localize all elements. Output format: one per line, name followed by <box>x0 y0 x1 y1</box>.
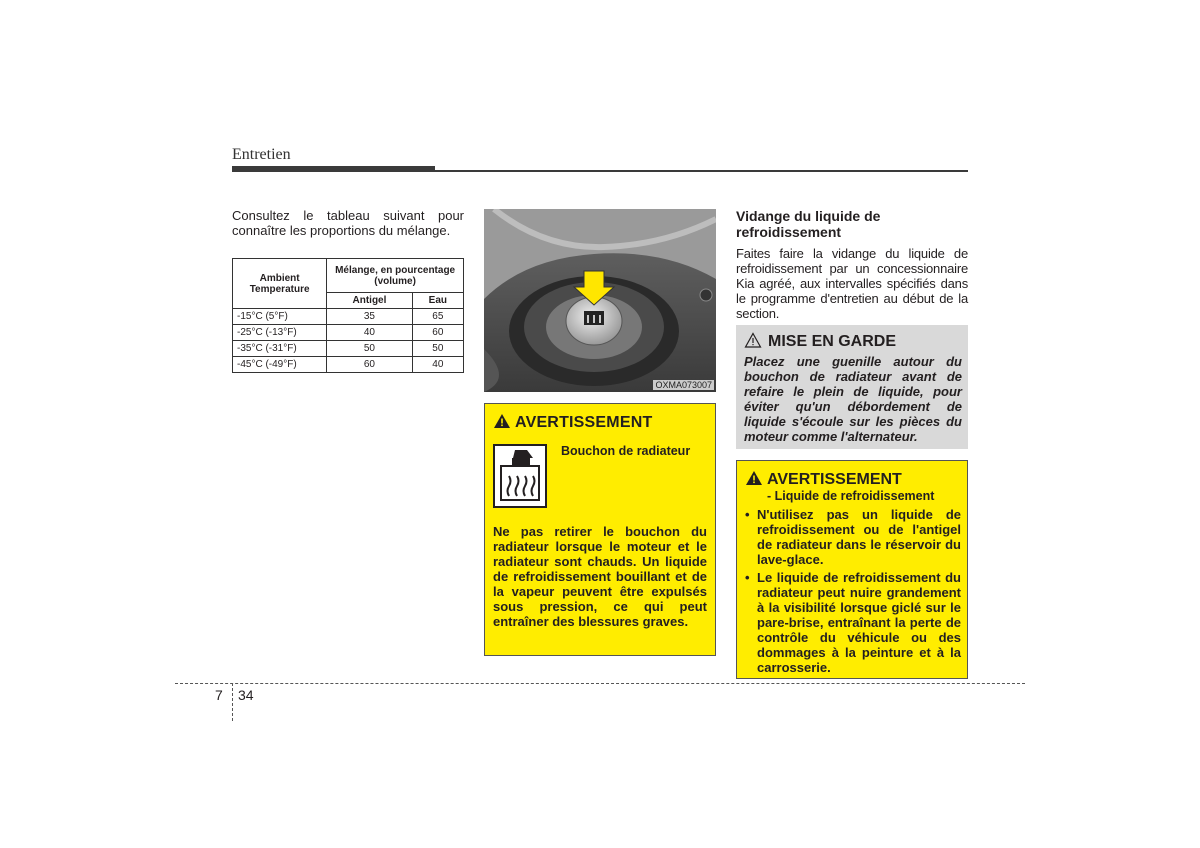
footer-rule <box>175 683 1025 684</box>
footer-divider <box>232 683 233 721</box>
table-row <box>233 309 464 325</box>
hot-radiator-icon <box>493 444 547 508</box>
drain-body: Faites faire la vidange du liquide de refroidissement par un concessionnaire Kia agréé, aux intervalles spécifiés dans le programme d'entretien au début de la section. <box>736 246 968 321</box>
temp-cell: -35°C (-31°F) <box>233 341 327 357</box>
warning-triangle-icon <box>493 413 511 429</box>
antigel-cell: 35 <box>327 309 412 325</box>
list-item: • N'utilisez pas un liquide de refroidissement ou de l'antigel de radiateur dans le réservoir du lave-glace. <box>743 507 961 567</box>
temp-cell: -45°C (-49°F) <box>233 357 327 373</box>
warning-list <box>743 507 961 678</box>
header-rule <box>435 170 968 172</box>
col-eau-header: Eau <box>412 293 463 309</box>
warning-subtitle: Bouchon de radiateur <box>561 444 691 458</box>
caution-box <box>736 325 968 449</box>
radiator-cap-illustration <box>484 209 716 392</box>
antigel-cell: 60 <box>327 357 412 373</box>
col-antigel-header: Antigel <box>327 293 412 309</box>
eau-cell: 40 <box>412 357 463 373</box>
eau-cell: 60 <box>412 325 463 341</box>
section-title: Entretien <box>232 146 291 163</box>
radiator-cap-photo <box>484 209 716 392</box>
eau-cell: 50 <box>412 341 463 357</box>
table-row <box>233 341 464 357</box>
warning-title-text: AVERTISSEMENT <box>515 414 653 431</box>
warning-title-text: AVERTISSEMENT <box>767 471 902 488</box>
chapter-number: 7 <box>215 687 223 703</box>
table-row <box>233 357 464 373</box>
list-item: • Le liquide de refroidissement du radiateur peut nuire grandement à la visibilité lorsque giclé sur le pare-brise, entraînant la perte de contrôle du véhicule ou des dommages à la peinture et à la carrosserie. <box>743 570 961 675</box>
intro-paragraph: Consultez le tableau suivant pour connaître les proportions du mélange. <box>232 208 464 238</box>
caution-title <box>744 332 896 351</box>
temp-cell: -15°C (5°F) <box>233 309 327 325</box>
caution-triangle-icon <box>744 332 762 348</box>
table-row <box>233 325 464 341</box>
warning-title <box>493 413 652 432</box>
header-bar <box>232 166 435 172</box>
drain-title: Vidange du liquide de refroidissement <box>736 208 881 240</box>
warning-subtitle: - Liquide de refroidissement <box>767 489 935 503</box>
warning-title <box>745 470 902 489</box>
antigel-cell: 40 <box>327 325 412 341</box>
caution-body: Placez une guenille autour du bouchon de radiateur avant de refaire le plein de liquide, pour éviter qu'un débordement de liquide s'écoule sur les pièces du moteur comme l'alternateur. <box>744 354 962 444</box>
mixture-table <box>232 258 464 373</box>
col-mix-header: Mélange, en pourcentage (volume) <box>327 259 464 293</box>
col-temp-header: Ambient Temperature <box>233 259 327 309</box>
warning-box-radiator-cap <box>484 403 716 656</box>
eau-cell: 65 <box>412 309 463 325</box>
caution-title-text: MISE EN GARDE <box>768 333 897 350</box>
page-number: 34 <box>238 687 254 703</box>
temp-cell: -25°C (-13°F) <box>233 325 327 341</box>
warning-box-coolant <box>736 460 968 679</box>
antigel-cell: 50 <box>327 341 412 357</box>
warning-triangle-icon <box>745 470 763 486</box>
warning-body: Ne pas retirer le bouchon du radiateur lorsque le moteur et le radiateur sont chauds. Un liquide de refroidissement bouillant et de la vapeur peuvent être expulsés sous pression, ce qui peut entraîner des blessures graves. <box>493 524 707 629</box>
photo-code: OXMA073007 <box>655 380 712 390</box>
